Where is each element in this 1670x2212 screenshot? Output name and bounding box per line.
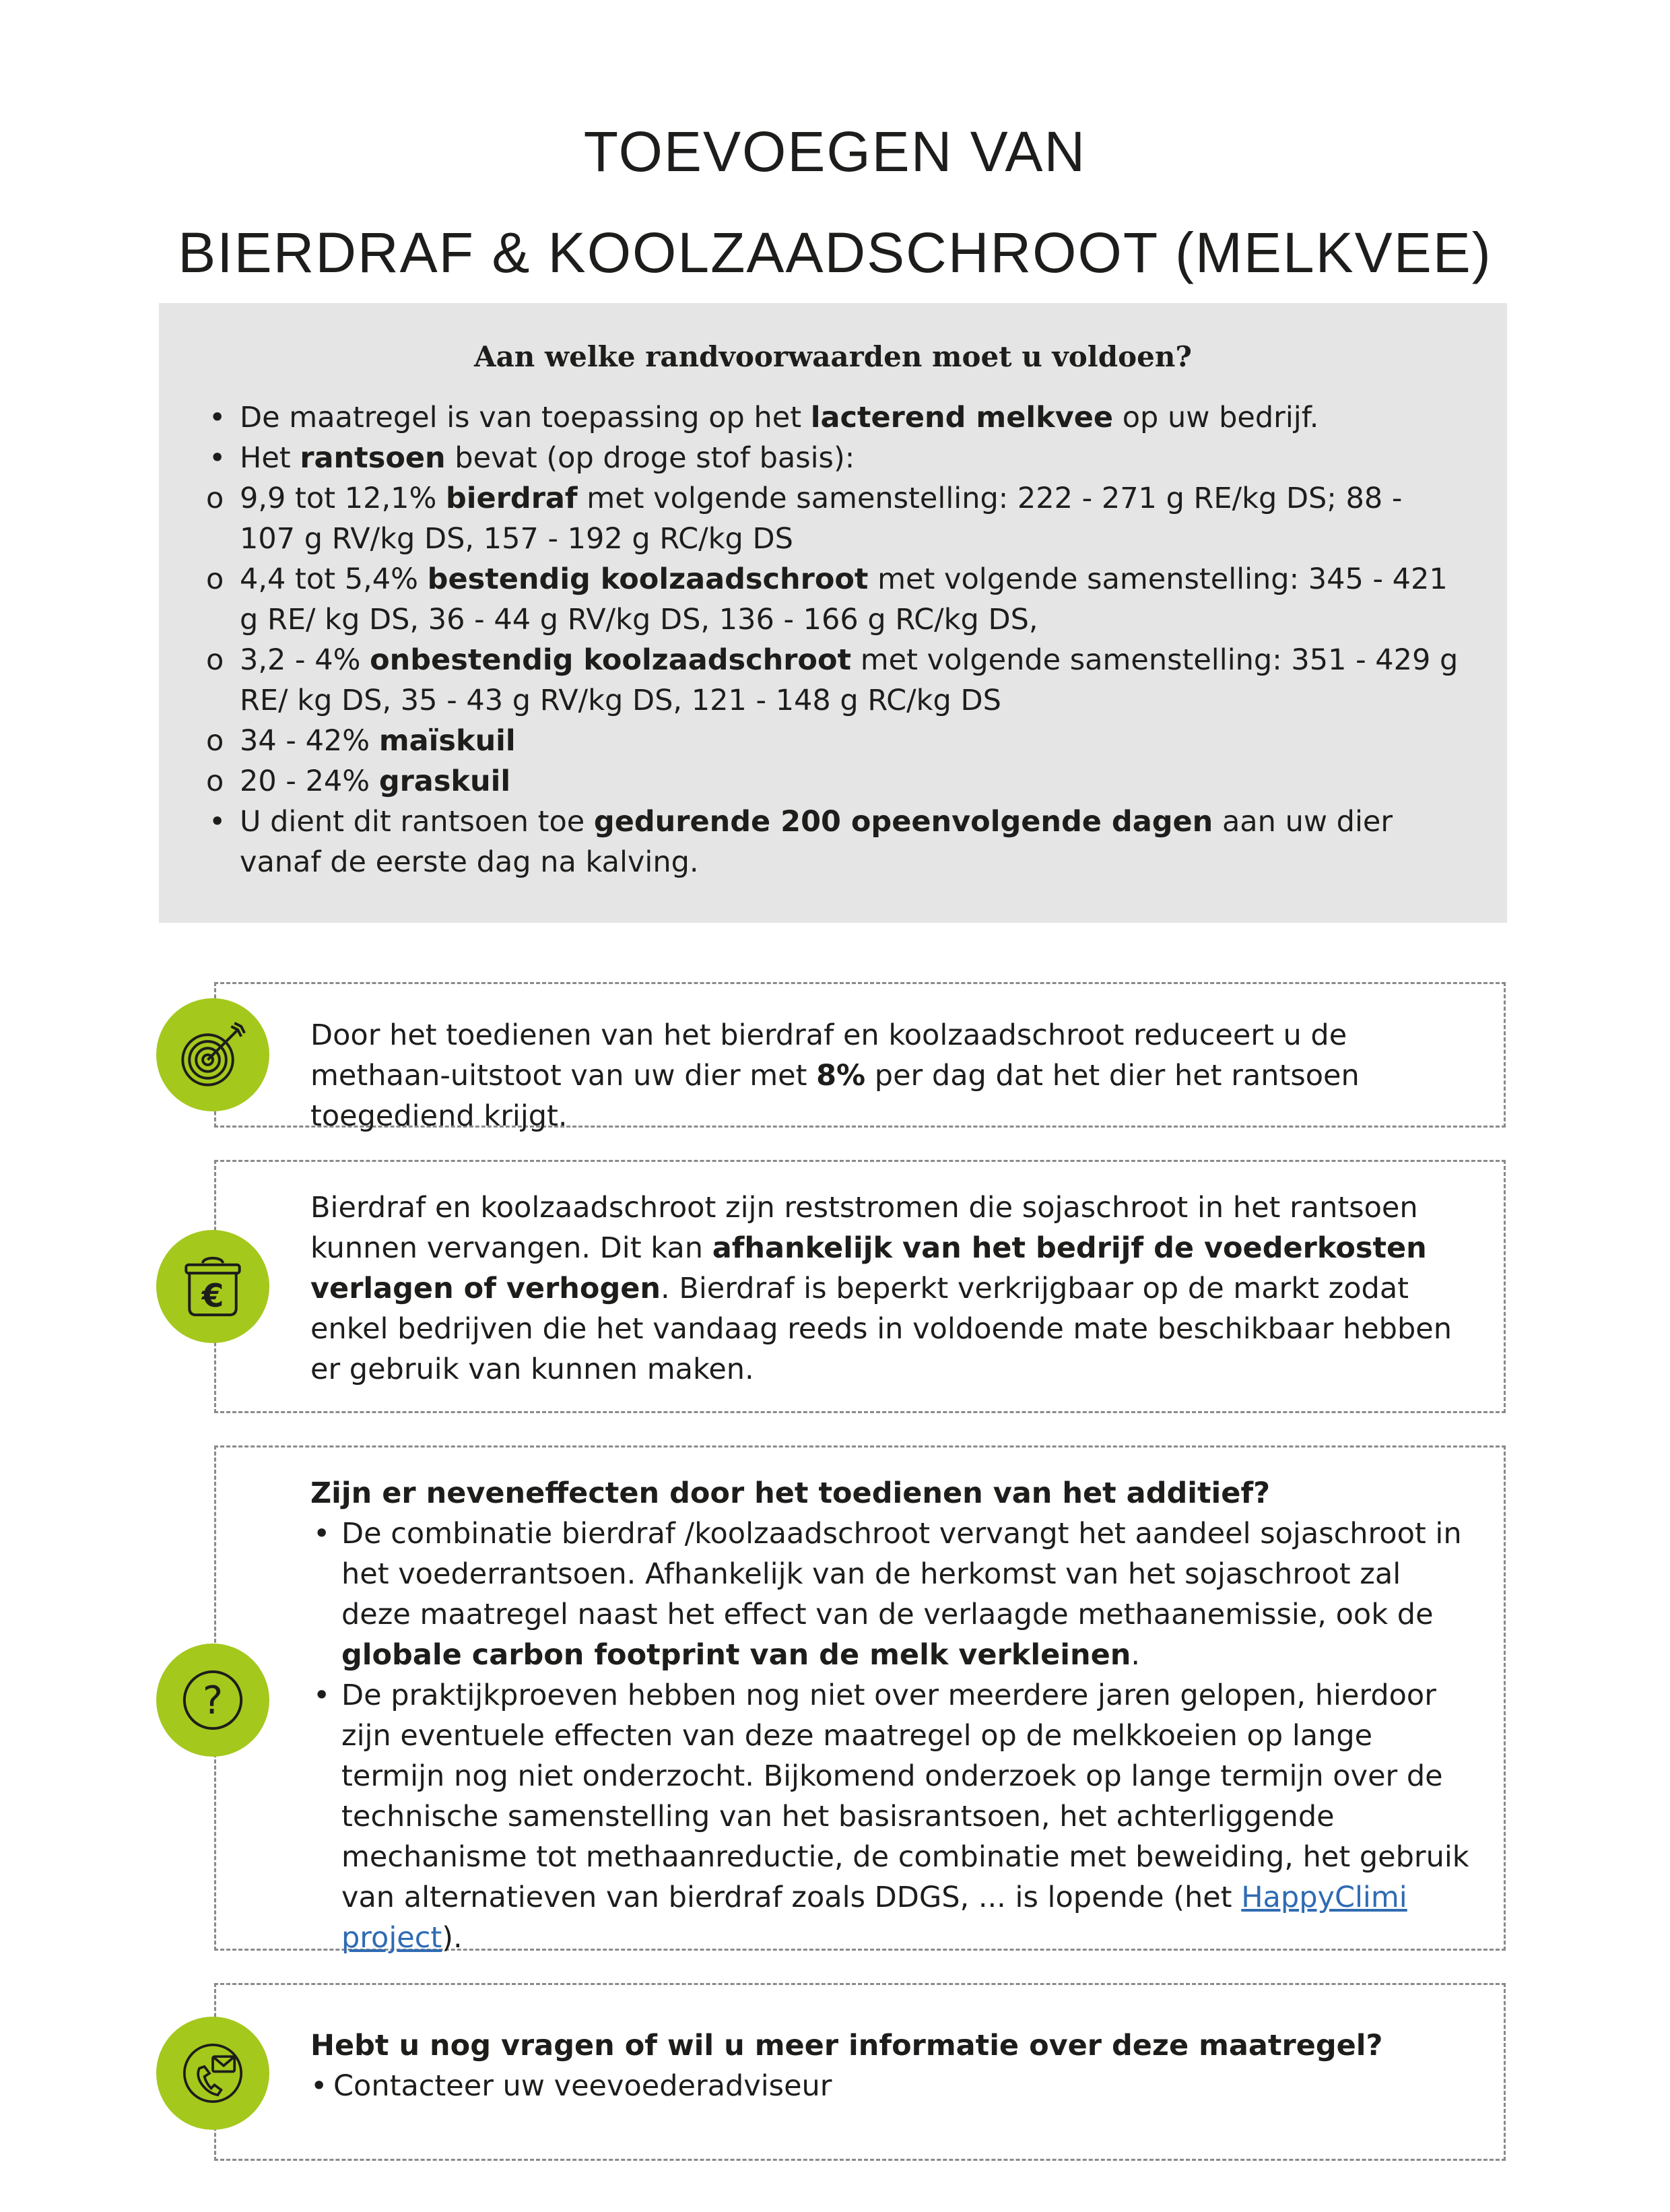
contact-text bbox=[310, 2025, 1470, 2106]
list-item: • U dient dit rantsoen toe gedurende 200 opeenvolgende dagen aan uw dier vanaf de eerste dag na kalving. bbox=[206, 802, 1460, 882]
list-item: • De maatregel is van toepassing op het lacterend melkvee op uw bedrijf. bbox=[206, 397, 1460, 438]
happyclimi-project-link[interactable]: HappyClimi project bbox=[341, 1881, 1407, 1955]
list-item: o 9,9 tot 12,1% bierdraf met volgende samenstelling: 222 - 271 g RE/kg DS; 88 - 107 g RV/kg DS, 157 - 192 g RC/kg DS bbox=[206, 478, 1460, 559]
list-item: o 4,4 tot 5,4% bestendig koolzaadschroot met volgende samenstelling: 345 - 421 g RE/ kg DS, 36 - 44 g RV/kg DS, 136 - 166 g RC/kg DS, bbox=[206, 559, 1460, 640]
page-title-line-1: TOEVOEGEN VAN bbox=[583, 120, 1087, 183]
euro-purse-icon bbox=[156, 1230, 269, 1343]
svg-text:?: ? bbox=[202, 1678, 224, 1723]
target-icon bbox=[156, 998, 269, 1111]
list-item: o 3,2 - 4% onbestendig koolzaadschroot met volgende samenstelling: 351 - 429 g RE/ kg DS, 35 - 43 g RV/kg DS, 121 - 148 g RC/kg DS bbox=[206, 640, 1460, 721]
bullet: • bbox=[209, 805, 226, 839]
effect-card bbox=[214, 982, 1506, 1133]
list-item: • Het rantsoen bevat (op droge stof basis): bbox=[206, 438, 1460, 478]
contact-heading: Hebt u nog vragen of wil u meer informatie over deze maatregel? bbox=[310, 2029, 1383, 2062]
list-item: o 20 - 24% graskuil bbox=[206, 761, 1460, 802]
conditions-box bbox=[159, 303, 1507, 923]
conditions-heading: Aan welke randvoorwaarden moet u voldoen? bbox=[474, 340, 1192, 373]
contact-card bbox=[214, 1983, 1506, 2161]
svg-text:€: € bbox=[201, 1277, 224, 1315]
effect-text: Door het toedienen van het bierdraf en koolzaadschroot reduceert u de methaan-uitstoot van uw dier met 8% per dag dat het dier het rantsoen toegediend krijgt. bbox=[310, 1018, 1360, 1133]
bullet: • bbox=[209, 401, 226, 434]
ration-sublist bbox=[206, 478, 1460, 802]
conditions-list-continued bbox=[206, 802, 1460, 882]
side-effects-text bbox=[310, 1473, 1470, 1958]
page-title bbox=[0, 101, 1670, 303]
list-item: • De combinatie bierdraf /koolzaadschroot vervangt het aandeel sojaschroot in het voederrantsoen. Afhankelijk van de herkomst van het sojaschroot zal deze maatregel naast het effect van de verlaagde methaanemissie, ook de globale carbon footprint van de melk verkleinen. bbox=[310, 1514, 1470, 1675]
bullet: • bbox=[209, 441, 226, 475]
list-item: • Contacteer uw veevoederadviseur bbox=[310, 2066, 1470, 2106]
page-title-line-2: BIERDRAF & KOOLZAADSCHROOT (MELKVEE) bbox=[178, 221, 1492, 284]
sub-bullet: o bbox=[206, 562, 224, 596]
side-effects-list bbox=[310, 1514, 1470, 1958]
contact-list bbox=[310, 2066, 1470, 2106]
list-item: o 34 - 42% maïskuil bbox=[206, 721, 1460, 761]
question-icon bbox=[156, 1644, 269, 1757]
sub-bullet: o bbox=[206, 643, 224, 677]
list-item: • De praktijkproeven hebben nog niet over meerdere jaren gelopen, hierdoor zijn eventuele effecten van deze maatregel op de melkkoeien op lange termijn nog niet onderzocht. Bijkomend onderzoek op lange termijn over de technische samenstelling van het basisrantsoen, het achterliggende mechanisme tot methaanreductie, de combinatie met beweiding, het gebruik van alternatieven van bierdraf zoals DDGS, ... is lopende (het HappyClimi project). bbox=[310, 1675, 1470, 1958]
bullet: • bbox=[313, 1517, 331, 1551]
cost-card bbox=[214, 1160, 1506, 1413]
bullet: • bbox=[313, 1679, 331, 1712]
side-effects-heading: Zijn er neveneffecten door het toedienen van het additief? bbox=[310, 1476, 1271, 1510]
cost-text: Bierdraf en koolzaadschroot zijn reststromen die sojaschroot in het rantsoen kunnen vervangen. Dit kan afhankelijk van het bedrijf de voederkosten verlagen of verhogen. Bierdraf is beperkt verkrijgbaar op de markt zodat enkel bedrijven die het vandaag reeds in voldoende mate beschikbaar hebben er gebruik van kunnen maken. bbox=[310, 1191, 1452, 1386]
side-effects-card bbox=[214, 1445, 1506, 1955]
sub-bullet: o bbox=[206, 724, 224, 758]
bullet: • bbox=[310, 2069, 328, 2103]
conditions-list bbox=[206, 397, 1460, 478]
sub-bullet: o bbox=[206, 482, 224, 515]
sub-bullet: o bbox=[206, 765, 224, 798]
phone-mail-icon bbox=[156, 2017, 269, 2130]
